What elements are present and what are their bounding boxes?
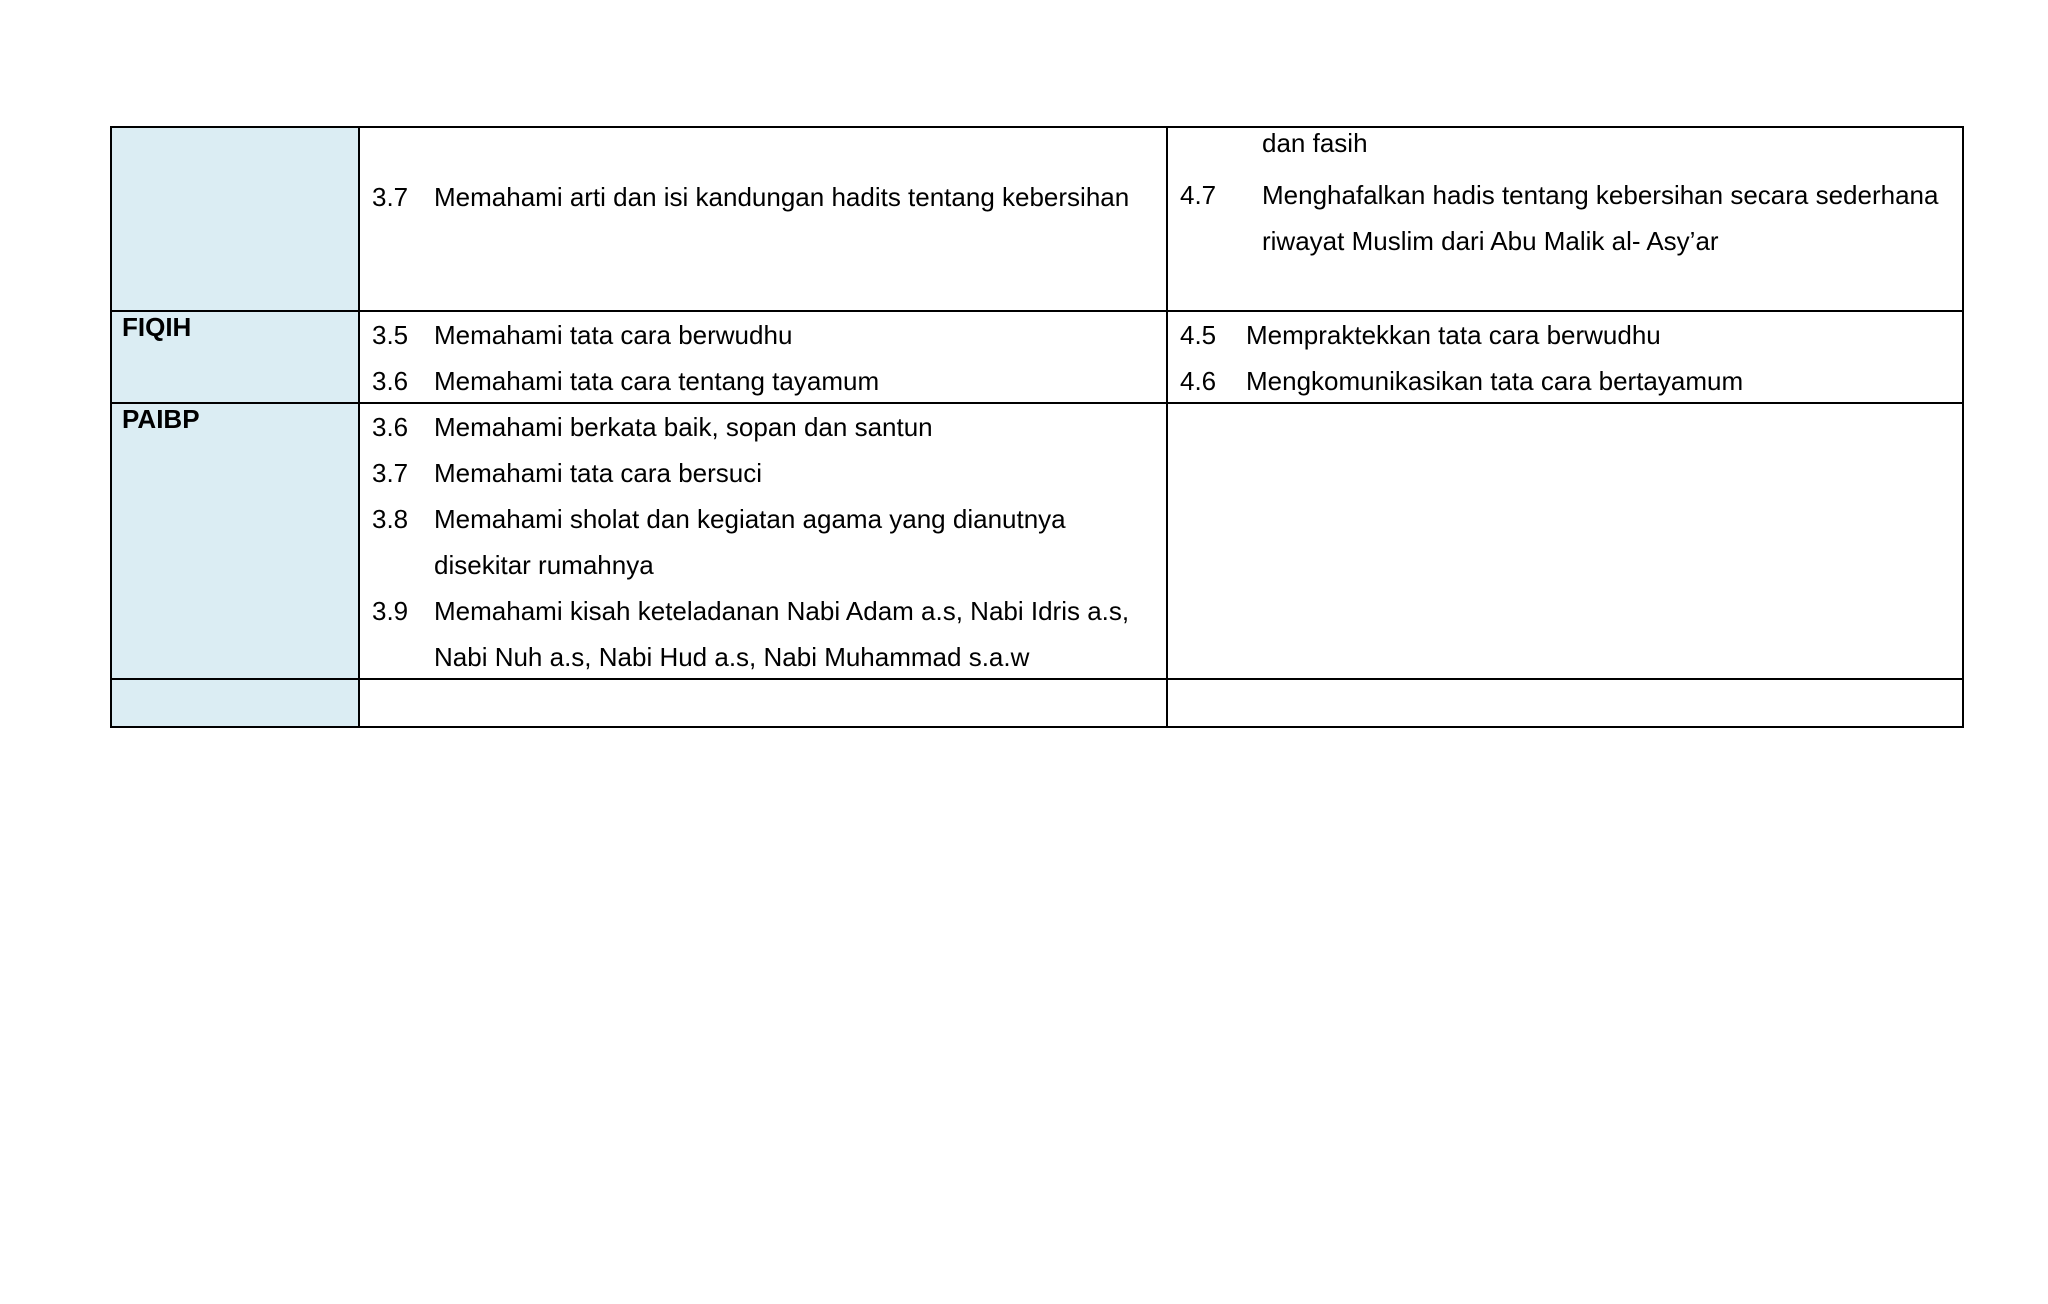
item-text-continued: disekitar rumahnya — [434, 550, 654, 580]
item-number: 3.7 — [372, 458, 409, 488]
subject-cell: FIQIH — [112, 312, 360, 402]
list-item — [1180, 358, 1962, 404]
item-number: 4.6 — [1180, 366, 1217, 396]
item-text: Menghafalkan hadis tentang kebersihan secara sederhana — [1262, 180, 1939, 210]
item-number: 3.7 — [372, 182, 409, 212]
item-number: 3.8 — [372, 504, 409, 534]
item-text: Memahami tata cara berwudhu — [434, 320, 793, 350]
list-item — [372, 358, 1166, 404]
continuation-text: dan fasih — [1262, 128, 1368, 158]
table-row — [112, 404, 1962, 680]
item-text-continued: Nabi Nuh a.s, Nabi Hud a.s, Nabi Muhammad s.a.w — [434, 642, 1030, 672]
kd3-cell — [360, 312, 1168, 402]
item-text: Mempraktekkan tata cara berwudhu — [1246, 320, 1661, 350]
list-item — [372, 588, 1166, 634]
item-text: Memahami sholat dan kegiatan agama yang dianutnya — [434, 504, 1066, 534]
item-number: 3.5 — [372, 320, 409, 350]
kd3-cell — [360, 680, 1168, 726]
item-number: 4.7 — [1180, 180, 1217, 210]
subject-cell — [112, 680, 360, 726]
kd3-cell — [360, 128, 1168, 310]
competency-table — [110, 126, 1964, 728]
list-item — [1180, 172, 1962, 218]
kd4-cell — [1168, 128, 1962, 310]
item-number: 4.5 — [1180, 320, 1217, 350]
list-item — [372, 404, 1166, 450]
table-row — [112, 312, 1962, 404]
item-text: Memahami arti dan isi kandungan hadits tentang kebersihan — [434, 182, 1130, 212]
subject-cell — [112, 128, 360, 310]
item-number: 3.6 — [372, 366, 409, 396]
subject-cell: PAIBP — [112, 404, 360, 678]
list-item — [372, 450, 1166, 496]
item-text-continued: riwayat Muslim dari Abu Malik al- Asy’ar — [1262, 226, 1719, 256]
kd3-cell — [360, 404, 1168, 678]
item-text: Memahami berkata baik, sopan dan santun — [434, 412, 933, 442]
kd4-cell — [1168, 312, 1962, 402]
item-text: Memahami tata cara tentang tayamum — [434, 366, 880, 396]
kd4-cell — [1168, 404, 1962, 678]
kd4-cell — [1168, 680, 1962, 726]
list-item — [372, 174, 1166, 220]
item-number: 3.9 — [372, 596, 409, 626]
item-text: Memahami kisah keteladanan Nabi Adam a.s, Nabi Idris a.s, — [434, 596, 1130, 626]
list-item — [372, 312, 1166, 358]
table-row — [112, 128, 1962, 312]
table-row — [112, 680, 1962, 726]
list-item — [1180, 312, 1962, 358]
item-number: 3.6 — [372, 412, 409, 442]
list-item — [372, 496, 1166, 542]
item-text: Mengkomunikasikan tata cara bertayamum — [1246, 366, 1744, 396]
item-text: Memahami tata cara bersuci — [434, 458, 763, 488]
